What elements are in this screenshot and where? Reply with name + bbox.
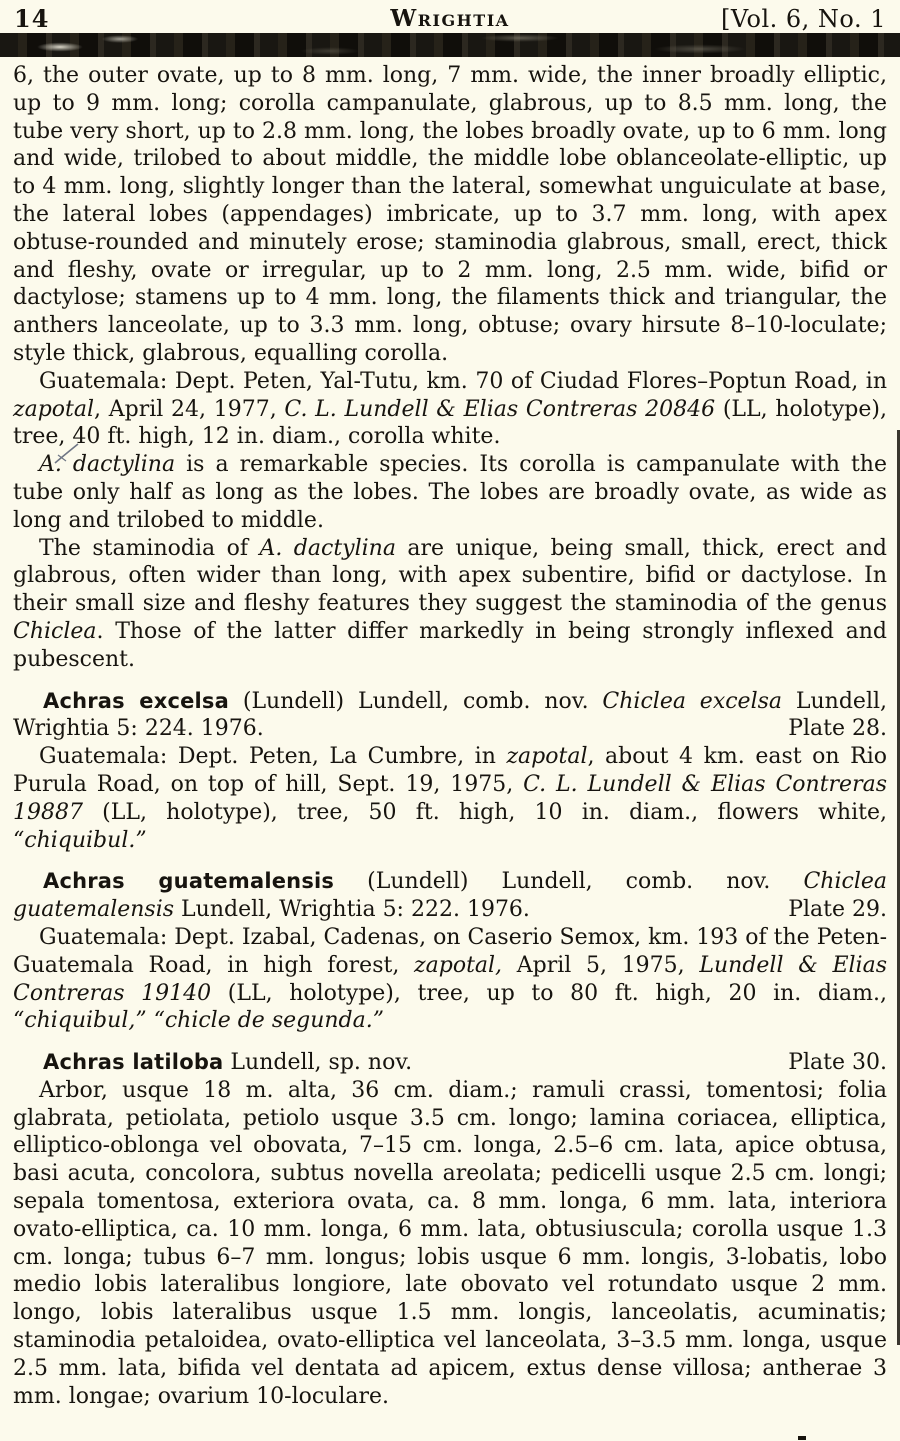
body-text: , about 4 km. east on Rio Purula Road, on top of hill, Sept. 19, 1975, (13, 744, 887, 797)
page-header (0, 0, 900, 33)
body-text: Lundell, Wrightia 5: 224. 1976. (13, 688, 888, 742)
paragraph (13, 62, 887, 368)
body-text: Guatemala: Dept. Izabal, Cadenas, on Caserio Semox, km. 193 of the Peten-Guatemala Road, in high forest, (13, 924, 887, 978)
italic-text: C. L. Lundell & Elias Contreras 20846 (284, 396, 716, 422)
italic-text: zapotal, (414, 952, 503, 978)
journal-title: Wrightia (390, 5, 510, 32)
scan-speck (798, 1436, 806, 1440)
body-text: is a remarkable species. Its corolla is campanulate with the tube only half as long as the lobes. The lobes are broadly ovate, as wide as long and trilobed to middle. (13, 452, 887, 533)
body-text: The staminodia of (39, 535, 260, 561)
body-text: , April 24, 1977, (94, 396, 285, 422)
plate-reference: Plate 28. (788, 716, 887, 742)
body-text: (Lundell) Lundell, comb. nov. (229, 688, 603, 714)
page-body (13, 62, 887, 1410)
paragraph (13, 743, 887, 854)
plate-reference: Plate 30. (788, 1050, 887, 1076)
body-text: 6, the outer ovate, up to 8 mm. long, 7 mm. wide, the inner broadly elliptic, up to 9 mm. long; corolla campanulate, glabrous, up to 8.5 mm. long, the tube very short, up to 2.8 mm. long, the lobes broadly ovate, up to 6 mm. long and wide, trilobed to about middle, the middle lobe oblanceolate-elliptic, up to 4 mm. long, slightly longer than the lateral, somewhat unguiculate at base, the lateral lobes (appendages) imbricate, up to 3.7 mm. long, with apex obtuse-rounded and minutely erose; staminodia glabrous, small, erect, thick and fleshy, ovate or irregular, up to 2 mm. long, 2.5 mm. wide, bifid or dactylose; stamens up to 4 mm. long, the filaments thick and triangular, the anthers lanceolate, up to 3.3 mm. long, obtuse; ovary hirsute 8–10-loculate; style thick, glabrous, equalling corolla. (13, 63, 887, 366)
scan-artifact-band (0, 33, 900, 57)
body-text: Guatemala: Dept. Peten, Yal-Tutu, km. 70 of Ciudad Flores–Poptun Road, in (39, 368, 887, 394)
italic-text: C. L. Lundell & Elias Contreras 19887 (13, 771, 888, 825)
italic-text: Lundell & Elias Contreras 19140 (13, 952, 888, 1006)
body-text: Lundell, sp. nov. (223, 1050, 413, 1076)
pen-mark-annotation (52, 441, 86, 467)
paragraph (13, 924, 887, 1035)
volume-info: [Vol. 6, No. 1 (721, 5, 886, 33)
body-text: (LL, holotype), tree, 50 ft. high, 10 in. diam., flowers white, (83, 799, 887, 825)
body-text: (LL, holotype), tree, 40 ft. high, 12 in. diam., corolla white. (13, 396, 887, 450)
italic-text: Chiclea (13, 618, 97, 644)
italic-text: “chiquibul.” (13, 827, 147, 853)
italic-text: A. dactylina (39, 452, 176, 478)
body-text: April 5, 1975, (502, 952, 700, 978)
body-text: . Those of the latter differ markedly in being strongly inflexed and pubescent. (13, 618, 887, 672)
italic-text: zapotal (506, 744, 588, 770)
species-entry (13, 1049, 887, 1077)
paragraph (13, 368, 887, 451)
plate-reference: Plate 29. (788, 897, 887, 923)
body-text: Arbor, usque 18 m. alta, 36 cm. diam.; ramuli crassi, tomentosi; folia glabrata, petiolata, petiolo usque 3.5 cm. longo; lamina coriacea, elliptica, elliptico-oblonga vel obovata, 7–15 cm. longa, 2.5–6 cm. lata, apice obtusa, basi acuta, concolora, subtus novella areolata; pedicelli usque 2.5 cm. longi; sepala tomentosa, exteriora ovata, ca. 8 mm. longa, 6 mm. lata, interiora ovato-elliptica, ca. 10 mm. longa, 6 mm. lata, obtusiuscula; corolla usque 1.3 cm. longa; tubus 6–7 mm. longus; lobis usque 6 mm. longis, 3-lobatis, lobo medio lobis lateralibus longiore, late obovato vel rotundato usque 2 mm. longo, lobis lateralibus usque 1.5 mm. longis, lanceolatis, acuminatis; staminodia petaloidea, ovato-elliptica vel lanceolata, 3–3.5 mm. longa, usque 2.5 mm. lata, bifida vel dentata ad apicem, extus dense villosa; antherae 3 mm. longae; ovarium 10-loculare. (13, 1077, 887, 1409)
italic-text: A. dactylina (259, 535, 396, 561)
italic-text: Chiclea excelsa (602, 688, 783, 714)
page-number: 14 (14, 4, 50, 33)
species-name: Achras latiloba (43, 1050, 224, 1075)
species-entry (13, 868, 887, 924)
italic-text: Chiclea guatemalensis (13, 869, 887, 923)
species-name: Achras excelsa (43, 688, 229, 713)
paragraph (13, 1077, 887, 1411)
species-name: Achras guatemalensis (43, 869, 335, 894)
body-text: Guatemala: Dept. Peten, La Cumbre, in (39, 744, 507, 770)
body-text: Lundell, Wrightia 5: 222. 1976. (174, 897, 530, 923)
paragraph (13, 535, 887, 674)
paragraph (13, 451, 887, 534)
italic-text: zapotal (13, 396, 95, 422)
body-text: (Lundell) Lundell, comb. nov. (334, 869, 804, 895)
italic-text: “chiquibul,” “chicle de segunda.” (13, 1008, 384, 1034)
body-text: (LL, holotype), tree, up to 80 ft. high, 20 in. diam., (211, 980, 887, 1006)
body-text: are unique, being small, thick, erect and glabrous, often wider than long, with apex subentire, bifid or dactylose. In their small size and fleshy features they suggest the staminodia of the genus (13, 535, 887, 617)
species-entry (13, 688, 887, 744)
